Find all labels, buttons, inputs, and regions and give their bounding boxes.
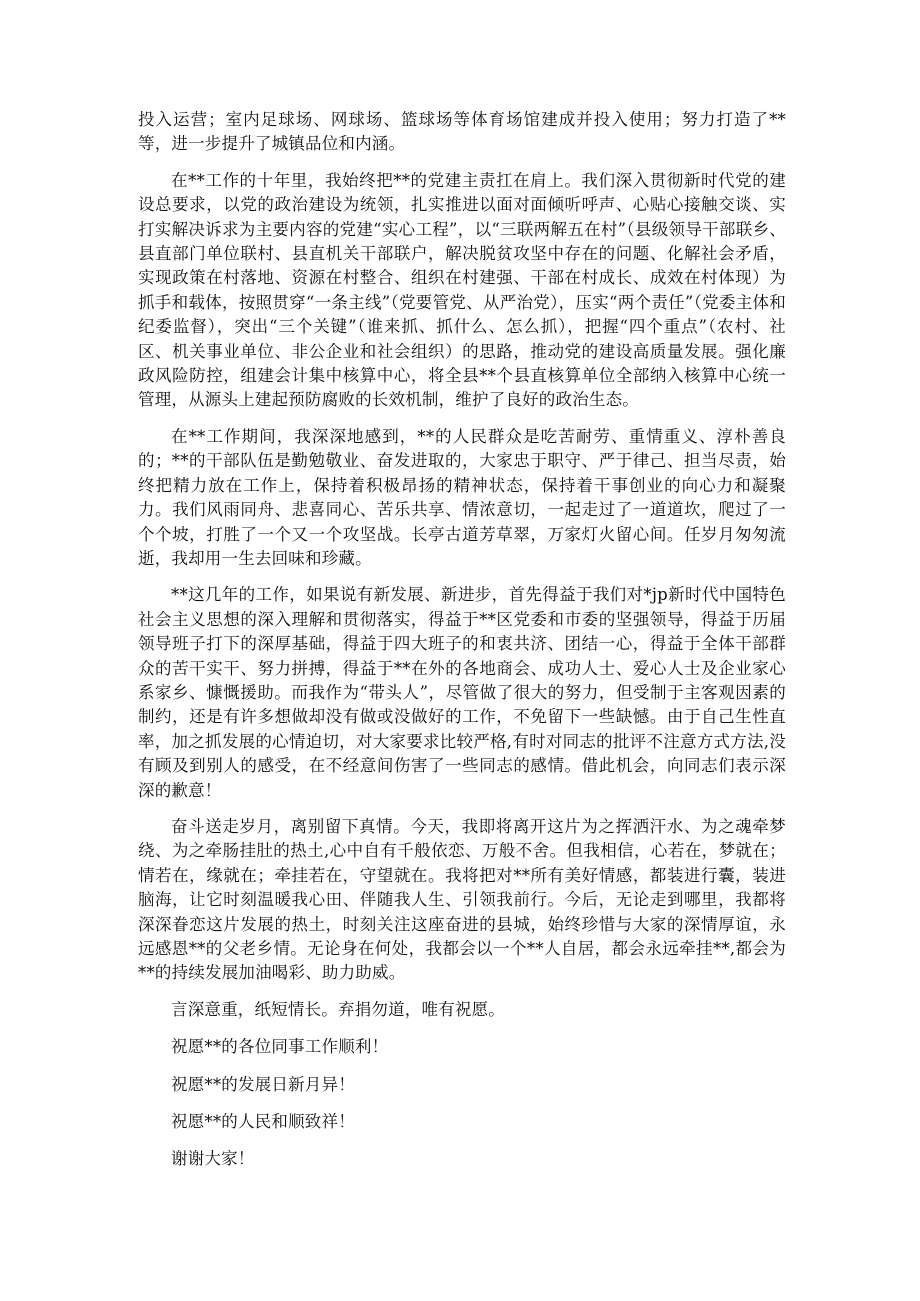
wish-line-development: 祝愿**的发展日新月异！ bbox=[171, 1074, 355, 1094]
wish-line-colleagues: 祝愿**的各位同事工作顺利！ bbox=[171, 1037, 389, 1057]
paragraph-continuation: 投入运营；室内足球场、网球场、篮球场等体育场馆建成并投入使用；努力打造了**等，进一步提升了城镇品位和内涵。 bbox=[138, 110, 786, 154]
paragraph-people: 在**工作期间，我深深地感到，**的人民群众是吃苦耐劳、重情重义、淳朴善良的；**的干部队伍是勤勉敬业、奋发进取的，大家忠于职守、严于律己、担当尽责，始终把精力放在工作上，保持着积极昂扬的精神状态，保持着干事创业的向心力和凝聚力。我们风雨同舟、悲喜同心、苦乐共享、情浓意切，一起走过了一道道坎，爬过了一个个坡，打胜了一个又一个攻坚战。长亭古道芳草翠，万家灯火留心间。任岁月匆匆流逝，我却用一生去回味和珍藏。 bbox=[138, 426, 786, 568]
wish-line-people: 祝愿**的人民和顺致祥！ bbox=[171, 1112, 355, 1132]
paragraph-farewell: 奋斗送走岁月，离别留下真情。今天，我即将离开这片为之挥洒汗水、为之魂牵梦绕、为之牵肠挂肚的热土,心中自有千般依恋、万般不舍。但我相信，心若在，梦就在；情若在，缘就在；牵挂若在，守望就在。我将把对**所有美好情感，都装进行囊，装进脑海，让它时刻温暖我心田、伴随我人生、引领我前行。今后，无论走到哪里，我都将深深眷恋这片发展的热土，时刻关注这座奋进的县城，始终珍惜与大家的深情厚谊，永远感恩**的父老乡情。无论身在何处，我都会以一个**人自居，都会永远牵挂**,都会为**的持续发展加油喝彩、助力助威。 bbox=[138, 816, 786, 983]
paragraph-party-building: 在**工作的十年里，我始终把**的党建主责扛在肩上。我们深入贯彻新时代党的建设总要求，以党的政治建设为统领，扎实推进以面对面倾听呼声、心贴心接触交谈、实打实解决诉求为主要内容的党建“实心工程”，以“三联两解五在村”（县级领导干部联乡、县直部门单位联村、县直机关干部联户，解决脱贫攻坚中存在的问题、化解社会矛盾，实现政策在村落地、资源在村整合、组织在村建强、干部在村成长、成效在村体现）为抓手和载体，按照贯穿“一条主线”（党要管党、从严治党），压实“两个责任”（党委主体和纪委监督），突出“三个关键”（谁来抓、抓什么、怎么抓），把握“四个重点”（农村、社区、机关事业单位、非公企业和社会组织）的思路，推动党的建设高质量发展。强化廉政风险防控，组建会计集中核算中心，将全县**个县直核算单位全部纳入核算中心统一管理，从源头上建起预防腐败的长效机制，维护了良好的政治生态。 bbox=[138, 170, 786, 410]
document-body bbox=[138, 108, 786, 1185]
closing-line: 言深意重，纸短情长。弃捐勿道，唯有祝愿。 bbox=[171, 999, 505, 1019]
paragraph-acknowledgement: **这几年的工作，如果说有新发展、新进步，首先得益于我们对*jp新时代中国特色社会主义思想的深入理解和贯彻落实，得益于**区党委和市委的坚强领导，得益于历届领导班子打下的深厚基础，得益于四大班子的和衷共济、团结一心，得益于全体干部群众的苦干实干、努力拼搏，得益于**在外的各地商会、成功人士、爱心人士及企业家心系家乡、慷慨援助。而我作为“带头人”，尽管做了很大的努力，但受制于主客观因素的制约，还是有许多想做却没有做或没做好的工作，不免留下一些缺憾。由于自己生性直率，加之抓发展的心情迫切，对大家要求比较严格,有时对同志的批评不注意方式方法,没有顾及到别人的感受，在不经意间伤害了一些同志的感情。借此机会，向同志们表示深深的歉意！ bbox=[138, 585, 786, 800]
thanks-line: 谢谢大家！ bbox=[171, 1149, 255, 1169]
